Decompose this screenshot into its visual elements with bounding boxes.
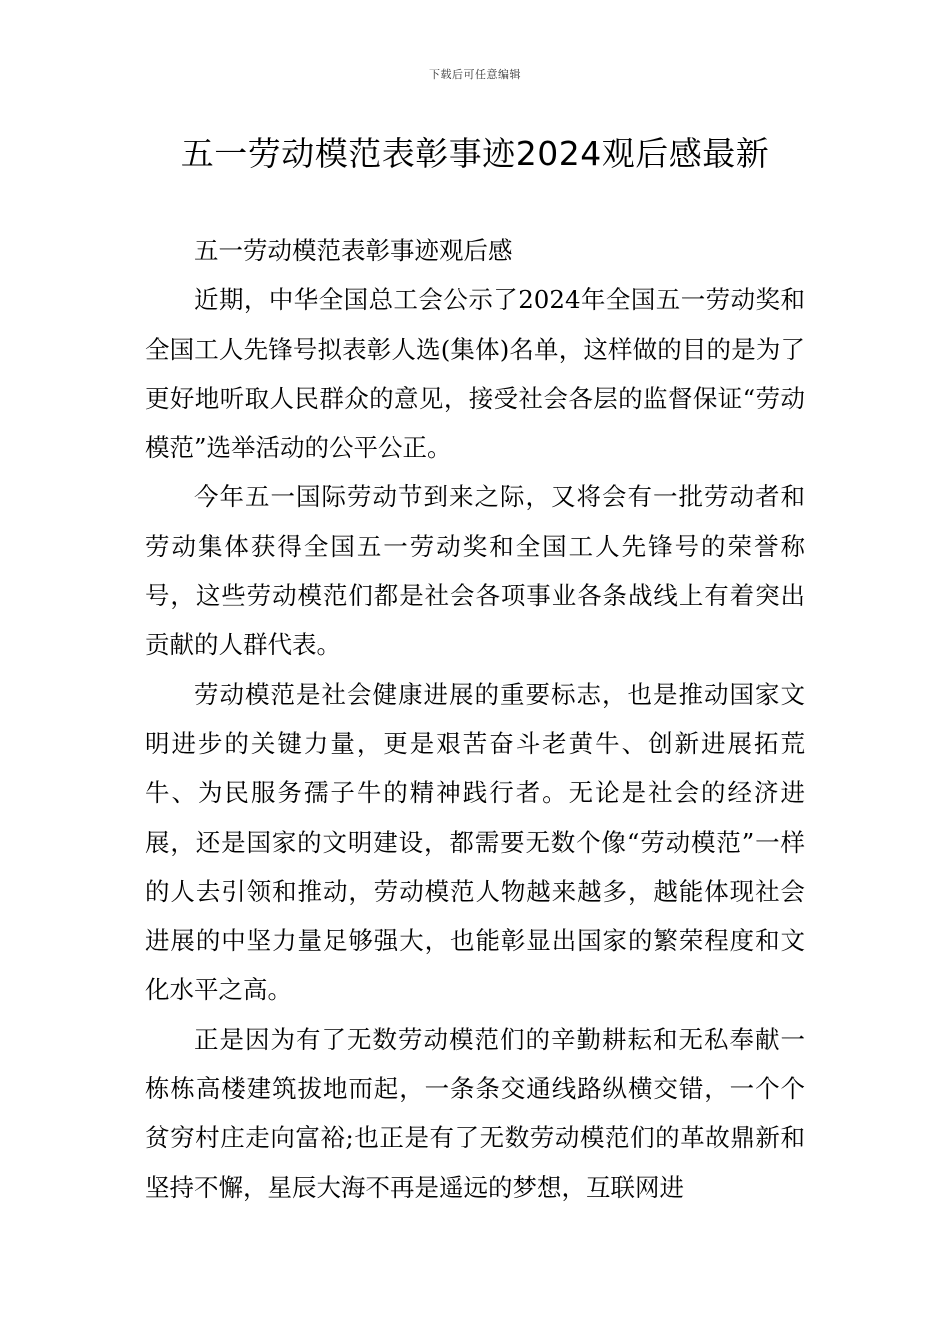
body-paragraph: 今年五一国际劳动节到来之际，又将会有一批劳动者和劳动集体获得全国五一劳动奖和全国工人先锋号的荣誉称号，这些劳动模范们都是社会各项事业各条战线上有着突出贡献的人群代表。	[145, 482, 805, 660]
body-paragraph: 正是因为有了无数劳动模范们的辛勤耕耘和无私奉献一栋栋高楼建筑拔地而起，一条条交通线路纵横交错，一个个贫穷村庄走向富裕;也正是有了无数劳动模范们的革故鼎新和坚持不懈，星辰大海不再是遥远的梦想，互联网进	[145, 1024, 805, 1202]
body-text	[145, 226, 805, 1212]
header-note: 下载后可任意编辑	[429, 68, 521, 81]
body-paragraph: 近期，中华全国总工会公示了2024年全国五一劳动奖和全国工人先锋号拟表彰人选(集体)名单，这样做的目的是为了更好地听取人民群众的意见，接受社会各层的监督保证“劳动模范”选举活动的公平公正。	[145, 285, 805, 463]
document-title: 五一劳动模范表彰事迹2024观后感最新	[180, 134, 770, 173]
subtitle-paragraph: 五一劳动模范表彰事迹观后感	[194, 236, 513, 265]
body-paragraph: 劳动模范是社会健康进展的重要标志，也是推动国家文明进步的关键力量，更是艰苦奋斗老黄牛、创新进展拓荒牛、为民服务孺子牛的精神践行者。无论是社会的经济进展，还是国家的文明建设，都需要无数个像“劳动模范”一样的人去引领和推动，劳动模范人物越来越多，越能体现社会进展的中坚力量足够强大，也能彰显出国家的繁荣程度和文化水平之高。	[145, 679, 805, 1005]
